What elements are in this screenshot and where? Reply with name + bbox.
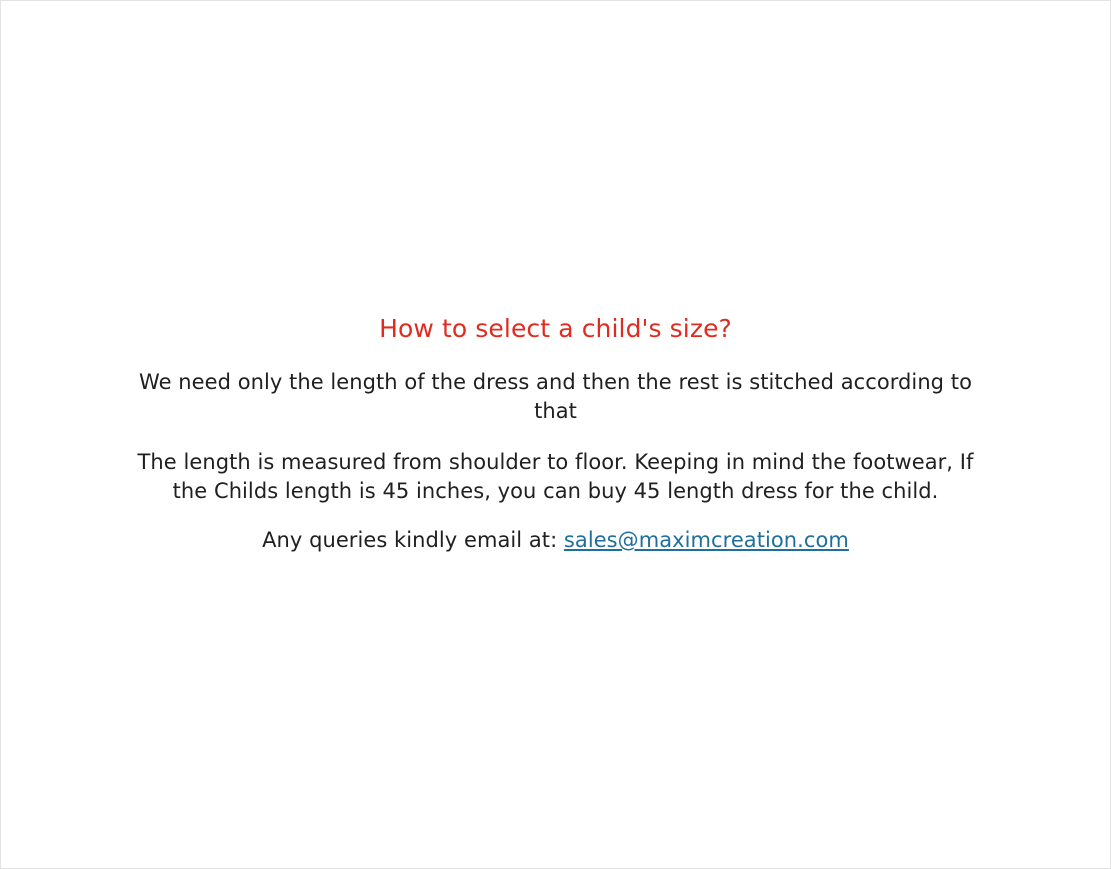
page-title: How to select a child's size? [379,314,732,343]
paragraph-contact [126,526,986,555]
paragraph-length-info: We need only the length of the dress and then the rest is stitched according to that [139,370,972,424]
content-block [126,313,986,555]
paragraph-measurement-info: The length is measured from shoulder to floor. Keeping in mind the footwear, If the Childs length is 45 inches, you can buy 45 length dress for the child. [137,450,974,504]
email-link[interactable]: sales@maximcreation.com [563,528,849,553]
contact-prefix-text: Any queries kindly email at: [262,528,564,553]
